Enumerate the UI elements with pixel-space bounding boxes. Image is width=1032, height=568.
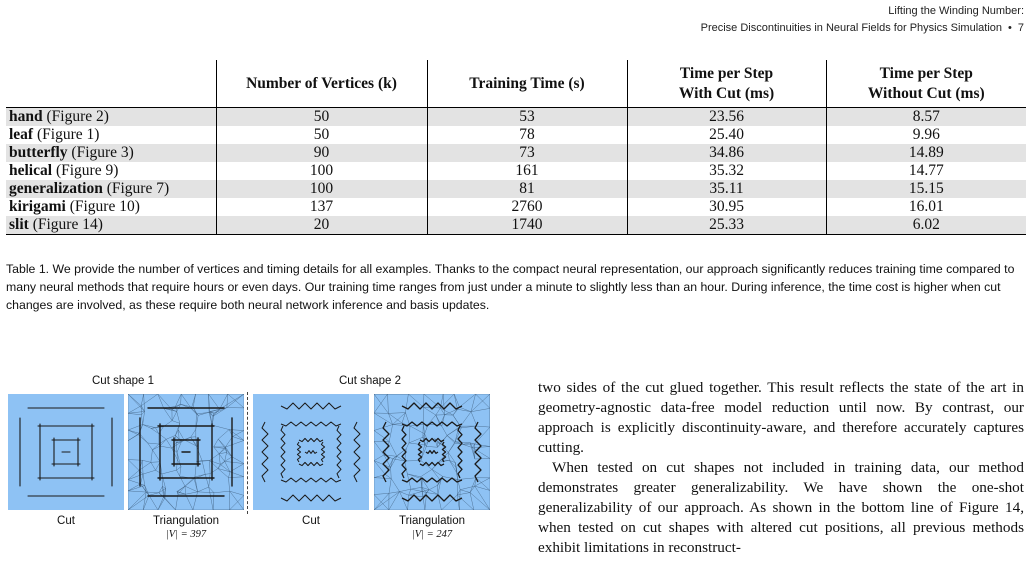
running-header-title-line2-text: Precise Discontinuities in Neural Fields for Physics Simulation [700, 22, 1003, 34]
table-cell-training: 1740 [427, 216, 627, 235]
example-name: hand [9, 108, 43, 125]
figure-panel-cut1 [8, 394, 124, 510]
figure-divider [247, 392, 248, 514]
table-cell-with-cut: 25.40 [627, 126, 826, 144]
table-row [6, 126, 1026, 144]
table-cell-vertices: 50 [216, 108, 427, 127]
table-cell-example [6, 126, 216, 144]
body-paragraph-2: When tested on cut shapes not included in training data, our method demonstrates greater generalizability. We have shown the one-shot generalizability of our approach. As shown in the bottom line of Figure 14, when tested on cut shapes with altered cut positions, all previous methods exhibit limitations in reconstruct- [538, 459, 1024, 556]
table-cell-with-cut: 35.32 [627, 162, 826, 180]
table-row [6, 198, 1026, 216]
figure-vcount2: |V| = 247 [411, 529, 453, 540]
example-figure-ref: (Figure 1) [33, 126, 100, 143]
example-name: helical [9, 162, 53, 179]
table-cell-example [6, 180, 216, 198]
table-cell-example [6, 198, 216, 216]
table-row [6, 180, 1026, 198]
page-number: 7 [1017, 22, 1024, 34]
table-cell-without-cut: 16.01 [826, 198, 1026, 216]
running-header-title-line2 [701, 20, 1024, 37]
figure-panel-tri1 [128, 394, 244, 510]
table-cell-vertices: 20 [216, 216, 427, 235]
table-cell-vertices: 50 [216, 126, 427, 144]
triangulation1-image [128, 394, 244, 510]
table-body [6, 108, 1026, 235]
table-cell-with-cut: 23.56 [627, 108, 826, 127]
figure-label-tri1: Triangulation [152, 515, 220, 527]
figure-panel-cut2 [253, 394, 369, 510]
cut-shape1-image [8, 394, 124, 510]
panel-background [253, 394, 369, 510]
table-cell-training: 78 [427, 126, 627, 144]
header-bullet: • [1008, 22, 1012, 34]
table-cell-training: 53 [427, 108, 627, 127]
example-figure-ref: (Figure 9) [52, 162, 119, 179]
table-cell-training: 161 [427, 162, 627, 180]
table-cell-training: 2760 [427, 198, 627, 216]
table-cell-with-cut: 25.33 [627, 216, 826, 235]
example-figure-ref: (Figure 2) [42, 108, 109, 125]
table-cell-without-cut: 14.77 [826, 162, 1026, 180]
running-header [701, 3, 1024, 37]
figure-label-tri2: Triangulation [398, 515, 466, 527]
table-cell-with-cut: 35.11 [627, 180, 826, 198]
figure-label-cut2: Cut [302, 515, 320, 527]
figure-group1-title: Cut shape 1 [92, 375, 155, 387]
results-table [6, 60, 1026, 235]
table-row [6, 216, 1026, 235]
table-cell-vertices: 100 [216, 180, 427, 198]
table-cell-without-cut: 6.02 [826, 216, 1026, 235]
table-cell-vertices: 90 [216, 144, 427, 162]
example-name: slit [9, 216, 29, 233]
triangulation2-image [374, 394, 490, 510]
example-name: butterfly [9, 144, 68, 161]
table-cell-with-cut: 30.95 [627, 198, 826, 216]
example-figure-ref: (Figure 14) [28, 216, 103, 233]
example-figure-ref: (Figure 10) [65, 198, 140, 215]
body-text-column [538, 378, 1024, 558]
body-paragraph-1: two sides of the cut glued together. This result reflects the state of the art in geometry-agnostic data-free model reduction until now. By contrast, our approach is explicitly discontinuity-aware, and therefore accurately captures cutting. [538, 379, 1024, 456]
table-header-row [6, 60, 1026, 108]
example-name: generalization [9, 180, 103, 197]
table-header-cell [6, 60, 216, 108]
table-cell-without-cut: 14.89 [826, 144, 1026, 162]
table-row [6, 108, 1026, 127]
figure-vcount1: |V| = 397 [165, 529, 207, 540]
figure-label-cut1: Cut [57, 515, 75, 527]
figure-panel-tri2 [374, 394, 490, 510]
table-cell-example [6, 108, 216, 127]
table-row [6, 162, 1026, 180]
table-cell-vertices: 137 [216, 198, 427, 216]
cut-shape2-image [253, 394, 369, 510]
table-cell-example [6, 216, 216, 235]
table-cell-vertices: 100 [216, 162, 427, 180]
table-cell-training: 73 [427, 144, 627, 162]
table-cell-example [6, 144, 216, 162]
table-caption: Table 1. We provide the number of vertices and timing details for all examples. Thanks to the compact neural representation, our approach significantly reduces training time compared to many neural methods that require hours or even days. Our training time ranges from just under a minute to slightly less than an hour. During inference, the time cost is higher when cut changes are involved, as these require both neural network inference and basis updates. [6, 262, 1015, 312]
table-cell-without-cut: 15.15 [826, 180, 1026, 198]
table-cell-with-cut: 34.86 [627, 144, 826, 162]
table-header-cell: Training Time (s) [427, 60, 627, 108]
table-cell-training: 81 [427, 180, 627, 198]
example-figure-ref: (Figure 7) [102, 180, 170, 197]
table-cell-without-cut: 8.57 [826, 108, 1026, 127]
figure-group2-title: Cut shape 2 [339, 375, 402, 387]
running-header-title-line1: Lifting the Winding Number: [888, 5, 1024, 17]
example-name: kirigami [9, 198, 66, 215]
table-cell-without-cut: 9.96 [826, 126, 1026, 144]
table-header-cell: Time per Step With Cut (ms) [627, 60, 826, 108]
example-figure-ref: (Figure 3) [67, 144, 134, 161]
table-row [6, 144, 1026, 162]
example-name: leaf [9, 126, 34, 143]
table-header-cell: Number of Vertices (k) [216, 60, 427, 108]
table-header-cell: Time per Step Without Cut (ms) [826, 60, 1026, 108]
table-cell-example [6, 162, 216, 180]
